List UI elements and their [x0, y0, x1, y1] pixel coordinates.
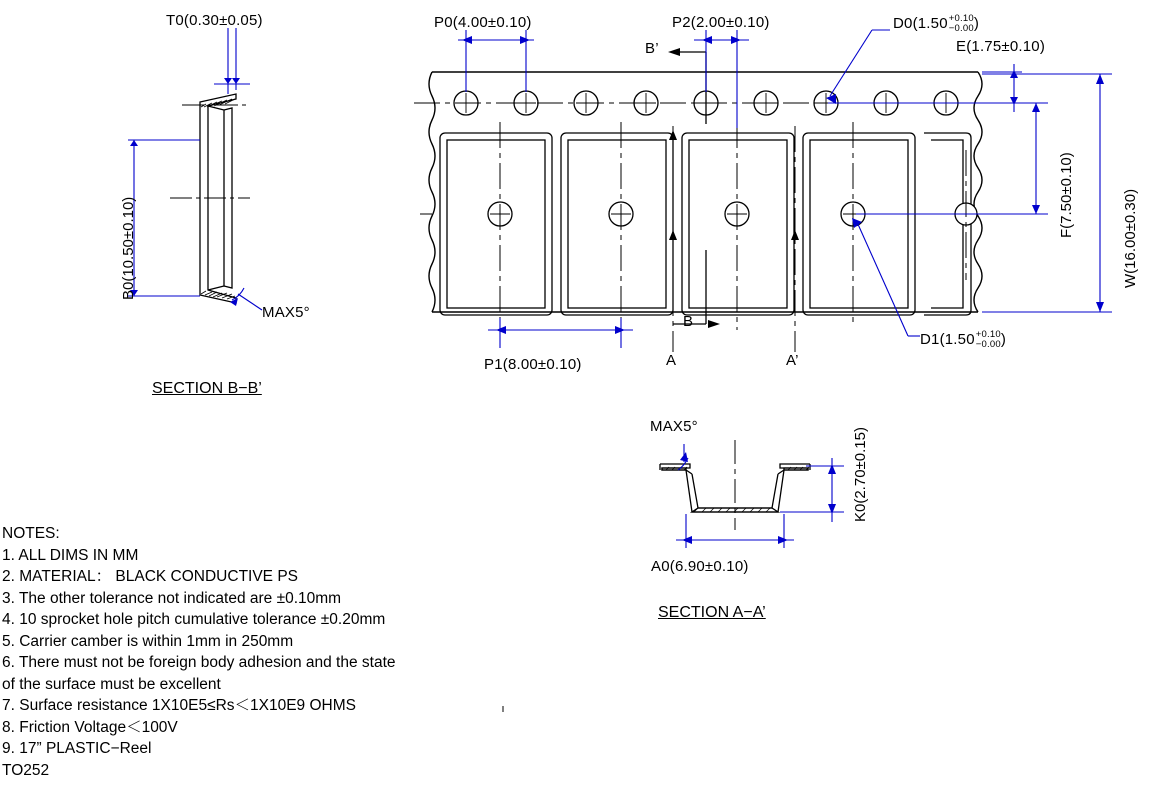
label-p2: P2(2.00±0.10) — [672, 14, 770, 31]
label-d1-close: ) — [1000, 330, 1007, 348]
label-d1-tol-upper: +0.10 — [975, 329, 1001, 340]
note-line: of the surface must be excellent — [2, 675, 221, 693]
label-max5-bottom: MAX5° — [650, 418, 698, 435]
note-line: 7. Surface resistance 1X10E5≤Rs＜1X10E9 OHMS — [2, 697, 356, 714]
notes-block — [2, 523, 396, 781]
note-line: 2. MATERIAL： BLACK CONDUCTIVE PS — [2, 568, 298, 585]
label-d1-base: D1(1.50 — [920, 330, 975, 348]
label-f: F(7.50±0.10) — [1058, 152, 1075, 238]
note-line: 6. There must not be foreign body adhesion and the state — [2, 654, 396, 671]
label-a-prime: A’ — [786, 352, 799, 369]
note-line: TO252 — [2, 761, 50, 779]
label-e: E(1.75±0.10) — [956, 38, 1046, 55]
label-b-prime-top: B’ — [645, 40, 659, 57]
label-k0: K0(2.70±0.15) — [852, 427, 869, 522]
caption-section-bb: SECTION B−B’ — [152, 380, 262, 397]
note-line: 1. ALL DIMS IN MM — [2, 546, 139, 564]
label-d1-tol-lower: −0.00 — [975, 338, 1001, 350]
caption-section-aa: SECTION A−A’ — [658, 604, 766, 621]
note-line: 5. Carrier camber is within 1mm in 250mm — [2, 632, 294, 650]
label-t0: T0(0.30±0.05) — [166, 12, 263, 29]
note-line: 8. Friction Voltage＜100V — [2, 718, 178, 736]
note-line: 4. 10 sprocket hole pitch cumulative tolerance ±0.20mm — [2, 611, 386, 628]
label-p0: P0(4.00±0.10) — [434, 14, 532, 31]
label-d0-tol-upper: +0.10 — [948, 13, 974, 24]
label-d0-close: ) — [973, 14, 980, 32]
label-p1: P1(8.00±0.10) — [484, 356, 582, 373]
label-a0: A0(6.90±0.10) — [651, 558, 749, 575]
notes-heading: NOTES: — [2, 525, 60, 542]
label-a: A — [666, 352, 677, 369]
label-d0-tol-lower: −0.00 — [948, 22, 974, 34]
label-b-bottom: B — [683, 313, 694, 330]
note-line: 9. 17” PLASTIC−Reel — [2, 740, 152, 757]
label-w: W(16.00±0.30) — [1122, 188, 1139, 288]
label-d0-base: D0(1.50 — [893, 14, 948, 32]
note-line: 3. The other tolerance not indicated are ±0.10mm — [2, 589, 342, 607]
label-b0: B0(10.50±0.10) — [120, 196, 137, 300]
label-max5-left: MAX5° — [262, 304, 310, 321]
